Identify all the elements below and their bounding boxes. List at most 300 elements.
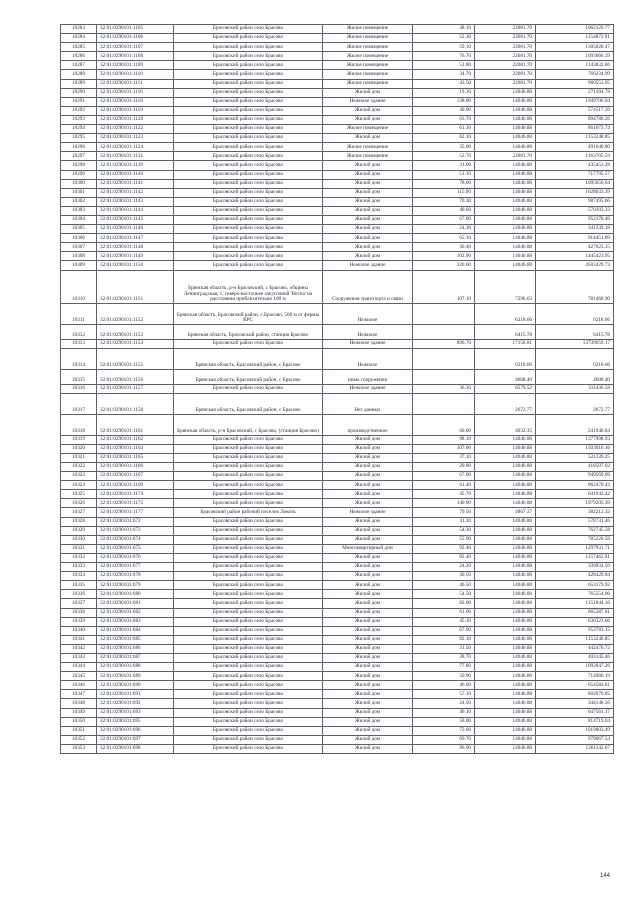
cadastral-number-cell: 32:01:0290101:1167 — [97, 472, 174, 481]
cadastral-value-cell: 1693666.39 — [536, 52, 614, 61]
object-type-cell: Жилой дом — [323, 188, 413, 197]
specific-value-cell: 14046.88 — [475, 234, 536, 243]
specific-value-cell: 14046.88 — [475, 735, 536, 744]
specific-value-cell: 22081.70 — [475, 70, 536, 79]
area-cell: 58.00 — [413, 717, 475, 726]
object-type-cell: Жилой дом — [323, 234, 413, 243]
table-row — [61, 535, 614, 544]
address-cell: Брасовский район село Брасово — [174, 384, 323, 393]
specific-value-cell: 22081.70 — [475, 43, 536, 52]
specific-value-cell: 14046.88 — [475, 499, 536, 508]
object-type-cell: Жилое помещение — [323, 143, 413, 152]
specific-value-cell: 14046.88 — [475, 463, 536, 472]
object-type-cell: Жилой дом — [323, 490, 413, 499]
table-row — [61, 234, 614, 243]
cadastral-number-cell: 32:01:0290101:1123 — [97, 134, 174, 143]
address-cell: Брасовский район село Брасово — [174, 88, 323, 97]
cadastral-value-cell: 1979205.39 — [536, 499, 614, 508]
address-cell: Брасовский район село Брасово — [174, 106, 323, 115]
address-cell: Брасовский район село Брасово — [174, 115, 323, 124]
object-type-cell: Жилой дом — [323, 481, 413, 490]
row-number-cell: 10349 — [61, 708, 97, 717]
object-type-cell: Жилой дом — [323, 626, 413, 635]
specific-value-cell: 14046.88 — [475, 617, 536, 626]
address-cell: Брасовский район село Брасово — [174, 572, 323, 581]
row-number-cell: 10336 — [61, 590, 97, 599]
row-number-cell: 10290 — [61, 88, 97, 97]
specific-value-cell: 14046.88 — [475, 115, 536, 124]
specific-value-cell: 22081.70 — [475, 152, 536, 161]
row-number-cell: 10316 — [61, 384, 97, 393]
specific-value-cell: 14046.88 — [475, 708, 536, 717]
table-row — [61, 472, 614, 481]
cadastral-number-cell: 32:01:0290101:686 — [97, 644, 174, 653]
cadastral-value-cell: 1062129.77 — [536, 25, 614, 34]
row-number-cell: 10315 — [61, 369, 97, 384]
cadastral-number-cell: 32:01:0290101:1146 — [97, 225, 174, 234]
area-cell: 77.80 — [413, 663, 475, 672]
table-row — [61, 644, 614, 653]
row-number-cell: 10322 — [61, 463, 97, 472]
specific-value-cell: 22081.70 — [475, 61, 536, 70]
cadastral-value-cell: 339934.50 — [536, 563, 614, 572]
object-type-cell: Жилое помещение — [323, 152, 413, 161]
table-row — [61, 225, 614, 234]
address-cell: Брасовский район село Брасово — [174, 663, 323, 672]
cadastral-value-cell: 802076.85 — [536, 690, 614, 699]
cadastral-value-cell: 6218.66 — [536, 348, 614, 369]
row-number-cell: 10323 — [61, 472, 97, 481]
specific-value-cell: 7296.63 — [475, 270, 536, 303]
specific-value-cell: 14046.88 — [475, 143, 536, 152]
table-row — [61, 699, 614, 708]
cadastral-number-cell: 32:01:0290101:1165 — [97, 453, 174, 462]
row-number-cell: 10332 — [61, 553, 97, 562]
area-cell: 115.90 — [413, 188, 475, 197]
cadastral-value-cell: 814719.04 — [536, 717, 614, 726]
table-row — [61, 590, 614, 599]
area-cell: 320.60 — [413, 261, 475, 270]
specific-value-cell: 14046.88 — [475, 599, 536, 608]
row-number-cell: 10314 — [61, 348, 97, 369]
specific-value-cell: 14046.88 — [475, 490, 536, 499]
area-cell: 79.50 — [413, 508, 475, 517]
specific-value-cell: 14046.88 — [475, 608, 536, 617]
area-cell: 37.10 — [413, 453, 475, 462]
object-type-cell: Жилой дом — [323, 653, 413, 662]
register-table — [60, 24, 614, 754]
table-row — [61, 608, 614, 617]
address-cell: Брасовский район село Брасово — [174, 535, 323, 544]
cadastral-number-cell: 32:01:0290101:1124 — [97, 143, 174, 152]
area-cell — [413, 369, 475, 384]
cadastral-number-cell: 32:01:0290101:687 — [97, 653, 174, 662]
cadastral-number-cell: 32:01:0290101:682 — [97, 608, 174, 617]
cadastral-number-cell: 32:01:0290101:1107 — [97, 43, 174, 52]
cadastral-value-cell: 765554.96 — [536, 590, 614, 599]
object-type-cell: Жилое помещение — [323, 79, 413, 88]
table-row — [61, 517, 614, 526]
specific-value-cell: 22081.70 — [475, 52, 536, 61]
object-type-cell: Жилой дом — [323, 726, 413, 735]
row-number-cell: 10341 — [61, 635, 97, 644]
object-type-cell: Жилой дом — [323, 472, 413, 481]
address-cell: Брасовский район село Брасово — [174, 581, 323, 590]
cadastral-number-cell: 32:01:0290101:1175 — [97, 499, 174, 508]
table-row — [61, 179, 614, 188]
object-type-cell: Жилой дом — [323, 563, 413, 572]
address-cell: Брянская область, Брасовский район, станция Брасово — [174, 324, 323, 339]
row-number-cell: 10334 — [61, 572, 97, 581]
address-cell: Брасовский район село Брасово — [174, 79, 323, 88]
table-row — [61, 206, 614, 215]
cadastral-value-cell: 960553.95 — [536, 79, 614, 88]
area-cell: 63.70 — [413, 115, 475, 124]
row-number-cell: 10296 — [61, 143, 97, 152]
cadastral-value-cell: 766234.99 — [536, 70, 614, 79]
cadastral-value-cell: 762745.58 — [536, 526, 614, 535]
cadastral-value-cell: 1503016.16 — [536, 444, 614, 453]
object-type-cell: Жилой дом — [323, 453, 413, 462]
address-cell: Брасовский район село Брасово — [174, 43, 323, 52]
row-number-cell: 10300 — [61, 179, 97, 188]
object-type-cell: производственное — [323, 414, 413, 435]
object-type-cell: Жилое помещение — [323, 25, 413, 34]
table-row — [61, 599, 614, 608]
address-cell: Брасовский район село Брасово — [174, 517, 323, 526]
table-row — [61, 581, 614, 590]
cadastral-value-cell: 979067.54 — [536, 735, 614, 744]
address-cell: Брасовский район село Брасово — [174, 197, 323, 206]
specific-value-cell: 14046.88 — [475, 535, 536, 544]
cadastral-value-cell: 344148.56 — [536, 699, 614, 708]
object-type-cell: Жилое помещение — [323, 125, 413, 134]
area-cell: 70.30 — [413, 197, 475, 206]
area-cell: 29.80 — [413, 463, 475, 472]
cadastral-value-cell: 641942.42 — [536, 490, 614, 499]
address-cell: Брасовский район село Брасово — [174, 653, 323, 662]
cadastral-value-cell: 862478.43 — [536, 481, 614, 490]
row-number-cell: 10293 — [61, 115, 97, 124]
address-cell: Брасовский район село Брасово — [174, 179, 323, 188]
table-row — [61, 243, 614, 252]
page-number: 144 — [599, 873, 610, 879]
row-number-cell: 10289 — [61, 79, 97, 88]
table-row — [61, 188, 614, 197]
address-cell: Брасовский район село Брасово — [174, 681, 323, 690]
object-type-cell: Жилой дом — [323, 161, 413, 170]
specific-value-cell: 14046.88 — [475, 197, 536, 206]
address-cell: Брасовский район село Брасово — [174, 215, 323, 224]
address-cell: Брасовский район село Брасово — [174, 225, 323, 234]
row-number-cell: 10324 — [61, 481, 97, 490]
table-row — [61, 125, 614, 134]
cadastral-value-cell: 13739059.17 — [536, 339, 614, 348]
specific-value-cell: 14046.88 — [475, 435, 536, 444]
area-cell: 57.10 — [413, 690, 475, 699]
cadastral-value-cell: 653179.92 — [536, 581, 614, 590]
row-number-cell: 10353 — [61, 744, 97, 753]
cadastral-value-cell: 949569.09 — [536, 472, 614, 481]
table-row — [61, 663, 614, 672]
area-cell: 138.80 — [413, 97, 475, 106]
specific-value-cell: 14046.88 — [475, 581, 536, 590]
cadastral-number-cell: 32:01:0290101:1148 — [97, 243, 174, 252]
cadastral-number-cell: 32:01:0290101:1111 — [97, 79, 174, 88]
area-cell — [413, 348, 475, 369]
object-type-cell: Жилой дом — [323, 243, 413, 252]
specific-value-cell: 14046.88 — [475, 88, 536, 97]
specific-value-cell: 14046.88 — [475, 170, 536, 179]
area-cell: 107.10 — [413, 270, 475, 303]
specific-value-cell: 14046.88 — [475, 517, 536, 526]
object-type-cell: Жилой дом — [323, 499, 413, 508]
specific-value-cell: 14046.88 — [475, 663, 536, 672]
cadastral-number-cell: 32:01:0290101:1120 — [97, 115, 174, 124]
table-row — [61, 70, 614, 79]
row-number-cell: 10340 — [61, 626, 97, 635]
row-number-cell: 10318 — [61, 414, 97, 435]
address-cell: Брасовский район село Брасово — [174, 626, 323, 635]
row-number-cell: 10285 — [61, 43, 97, 52]
cadastral-value-cell: 714986.19 — [536, 672, 614, 681]
cadastral-value-cell: 717795.57 — [536, 170, 614, 179]
area-cell: 31.50 — [413, 644, 475, 653]
object-type-cell: Сооружения транспорта и связи — [323, 270, 413, 303]
specific-value-cell: 14046.88 — [475, 644, 536, 653]
object-type-cell: Жилой дом — [323, 599, 413, 608]
row-number-cell: 10329 — [61, 526, 97, 535]
table-row — [61, 97, 614, 106]
table-row — [61, 143, 614, 152]
address-cell: Брасовский район село Брасово — [174, 672, 323, 681]
address-cell: Брасовский район село Брасово — [174, 234, 323, 243]
table-row — [61, 744, 614, 753]
area-cell: 61.40 — [413, 481, 475, 490]
cadastral-number-cell: 32:01:0290101:1154 — [97, 339, 174, 348]
address-cell: Брасовский район село Брасово — [174, 152, 323, 161]
table-row — [61, 170, 614, 179]
row-number-cell: 10313 — [61, 339, 97, 348]
object-type-cell: Жилой дом — [323, 197, 413, 206]
cadastral-value-cell: 1153248.85 — [536, 134, 614, 143]
area-cell: 54.50 — [413, 590, 475, 599]
object-type-cell: Нежилое здание — [323, 384, 413, 393]
row-number-cell: 10312 — [61, 324, 97, 339]
cadastral-number-cell: 32:01:0290101:1161 — [97, 414, 174, 435]
cadastral-number-cell: 32:01:0290101:673 — [97, 526, 174, 535]
object-type-cell: иные сооружения — [323, 369, 413, 384]
cadastral-value-cell: 435453.28 — [536, 161, 614, 170]
specific-value-cell: 14046.88 — [475, 206, 536, 215]
cadastral-value-cell: 4503429.73 — [536, 261, 614, 270]
object-type-cell: Нежилое здание — [323, 261, 413, 270]
address-cell: Брасовский район село Брасово — [174, 635, 323, 644]
cadastral-number-cell: 32:01:0290101:676 — [97, 553, 174, 562]
row-number-cell: 10321 — [61, 453, 97, 462]
table-row — [61, 544, 614, 553]
cadastral-value-cell: 1445423.95 — [536, 252, 614, 261]
specific-value-cell: 22081.70 — [475, 79, 536, 88]
specific-value-cell: 14046.88 — [475, 481, 536, 490]
specific-value-cell: 14046.88 — [475, 453, 536, 462]
address-cell: Брасовский район село Брасово — [174, 34, 323, 43]
cadastral-number-cell: 32:01:0290101:1164 — [97, 444, 174, 453]
table-row — [61, 261, 614, 270]
area-cell: 40.60 — [413, 206, 475, 215]
area-cell: 46.50 — [413, 581, 475, 590]
cadastral-value-cell: 442476.72 — [536, 644, 614, 653]
address-cell: Брасовский район село Брасово — [174, 134, 323, 143]
object-type-cell: Жилой дом — [323, 581, 413, 590]
table-row — [61, 348, 614, 369]
row-number-cell: 10337 — [61, 599, 97, 608]
address-cell: Брянская область, Брасовский район, с Брасово — [174, 348, 323, 369]
cadastral-number-cell: 32:01:0290101:1119 — [97, 106, 174, 115]
address-cell: Брасовский район село Брасово — [174, 481, 323, 490]
specific-value-cell: 14046.88 — [475, 243, 536, 252]
cadastral-value-cell: 1143832.06 — [536, 61, 614, 70]
address-cell: Брасовский район село Брасово — [174, 70, 323, 79]
address-cell: Брасовский район село Брасово — [174, 544, 323, 553]
table-row — [61, 717, 614, 726]
cadastral-number-cell: 32:01:0290101:689 — [97, 672, 174, 681]
area-cell: 45.30 — [413, 617, 475, 626]
cadastral-number-cell: 32:01:0290101:677 — [97, 563, 174, 572]
row-number-cell: 10302 — [61, 197, 97, 206]
table-row — [61, 252, 614, 261]
cadastral-number-cell: 32:01:0290101:1162 — [97, 435, 174, 444]
area-cell: 65.10 — [413, 234, 475, 243]
table-row — [61, 369, 614, 384]
address-cell: Брянская область, Брасовский район, с.Брасово, 500 м от фермы КРС — [174, 303, 323, 324]
address-cell: Брянская область, р-н Брасовский, с Брасово, (станция Брасово) — [174, 414, 323, 435]
area-cell: 41.20 — [413, 517, 475, 526]
object-type-cell: Жилой дом — [323, 608, 413, 617]
address-cell: Брасовский район рабочий поселок Локоть — [174, 508, 323, 517]
object-type-cell: Жилое помещение — [323, 61, 413, 70]
cadastral-number-cell: 32:01:0290101:698 — [97, 744, 174, 753]
specific-value-cell: 14046.88 — [475, 572, 536, 581]
cadastral-value-cell: 914451.89 — [536, 234, 614, 243]
area-cell: 43.50 — [413, 79, 475, 88]
cadastral-number-cell: 32:01:0290101:1149 — [97, 252, 174, 261]
address-cell: Брасовский район село Брасово — [174, 125, 323, 134]
specific-value-cell: 22081.70 — [475, 34, 536, 43]
table-row — [61, 25, 614, 34]
row-number-cell: 10297 — [61, 152, 97, 161]
row-number-cell: 10291 — [61, 97, 97, 106]
row-number-cell: 10284 — [61, 34, 97, 43]
address-cell: Брасовский район село Брасово — [174, 206, 323, 215]
cadastral-number-cell: 32:01:0290101:1157 — [97, 384, 174, 393]
row-number-cell: 10298 — [61, 161, 97, 170]
area-cell: 36.30 — [413, 384, 475, 393]
cadastral-value-cell: 427025.15 — [536, 243, 614, 252]
cadastral-number-cell: 32:01:0290101:672 — [97, 517, 174, 526]
object-type-cell: Жилой дом — [323, 170, 413, 179]
table-row — [61, 563, 614, 572]
specific-value-cell: 14046.88 — [475, 106, 536, 115]
object-type-cell: Жилой дом — [323, 88, 413, 97]
row-number-cell: 10294 — [61, 125, 97, 134]
object-type-cell: Нежилое — [323, 324, 413, 339]
table-row — [61, 708, 614, 717]
row-number-cell: 10345 — [61, 672, 97, 681]
area-cell: 76.70 — [413, 52, 475, 61]
address-cell: Брасовский район село Брасово — [174, 161, 323, 170]
specific-value-cell: 17158.81 — [475, 339, 536, 348]
cadastral-number-cell: 32:01:0290101:1174 — [97, 490, 174, 499]
table-row — [61, 384, 614, 393]
specific-value-cell: 14046.88 — [475, 134, 536, 143]
address-cell: Брасовский район село Брасово — [174, 143, 323, 152]
address-cell: Брасовский район село Брасово — [174, 444, 323, 453]
cadastral-value-cell: 241940.84 — [536, 414, 614, 435]
table-row — [61, 444, 614, 453]
object-type-cell: Нежилое — [323, 348, 413, 369]
cadastral-value-cell: 953783.15 — [536, 626, 614, 635]
object-type-cell: Многоквартирный дом — [323, 544, 413, 553]
row-number-cell: 10338 — [61, 608, 97, 617]
specific-value-cell: 14046.88 — [475, 626, 536, 635]
address-cell: Брасовский район село Брасово — [174, 490, 323, 499]
address-cell: Брасовский район село Брасово — [174, 563, 323, 572]
area-cell: 78.00 — [413, 179, 475, 188]
row-number-cell: 10342 — [61, 644, 97, 653]
specific-value-cell: 14046.88 — [475, 97, 536, 106]
cadastral-value-cell: 987495.66 — [536, 197, 614, 206]
table-row — [61, 690, 614, 699]
address-cell: Брасовский район село Брасово — [174, 590, 323, 599]
row-number-cell: 10333 — [61, 563, 97, 572]
specific-value-cell: 14046.88 — [475, 252, 536, 261]
address-cell: Брасовский район село Брасово — [174, 553, 323, 562]
cadastral-value-cell: 2672.77 — [536, 393, 614, 414]
table-row — [61, 303, 614, 324]
area-cell: 67.80 — [413, 215, 475, 224]
table-row — [61, 61, 614, 70]
address-cell: Брянская область, Брасовский район, с Брасово — [174, 393, 323, 414]
address-cell: Брасовский район село Брасово — [174, 25, 323, 34]
row-number-cell: 10305 — [61, 225, 97, 234]
table-row — [61, 735, 614, 744]
object-type-cell: Жилой дом — [323, 590, 413, 599]
cadastral-value-cell: 578731.46 — [536, 517, 614, 526]
row-number-cell: 10306 — [61, 234, 97, 243]
specific-value-cell: 14046.88 — [475, 717, 536, 726]
cadastral-value-cell: 418597.02 — [536, 463, 614, 472]
row-number-cell: 10319 — [61, 435, 97, 444]
specific-value-cell: 14046.88 — [475, 653, 536, 662]
cadastral-value-cell: 1305028.47 — [536, 43, 614, 52]
cadastral-number-cell: 32:01:0290101:680 — [97, 590, 174, 599]
cadastral-number-cell: 32:01:0290101:679 — [97, 581, 174, 590]
area-cell: 40.90 — [413, 106, 475, 115]
row-number-cell: 10307 — [61, 243, 97, 252]
cadastral-value-cell: 1628033.39 — [536, 188, 614, 197]
object-type-cell: Жилой дом — [323, 735, 413, 744]
cadastral-value-cell: 952378.46 — [536, 215, 614, 224]
cadastral-number-cell: 32:01:0290101:697 — [97, 735, 174, 744]
cadastral-value-cell: 1157462.91 — [536, 553, 614, 562]
table-row — [61, 490, 614, 499]
cadastral-number-cell: 32:01:0290101:1140 — [97, 170, 174, 179]
address-cell: Брасовский район село Брасово — [174, 708, 323, 717]
cadastral-number-cell: 32:01:0290101:1118 — [97, 97, 174, 106]
cadastral-value-cell: 382212.32 — [536, 508, 614, 517]
cadastral-value-cell: 894786.26 — [536, 115, 614, 124]
